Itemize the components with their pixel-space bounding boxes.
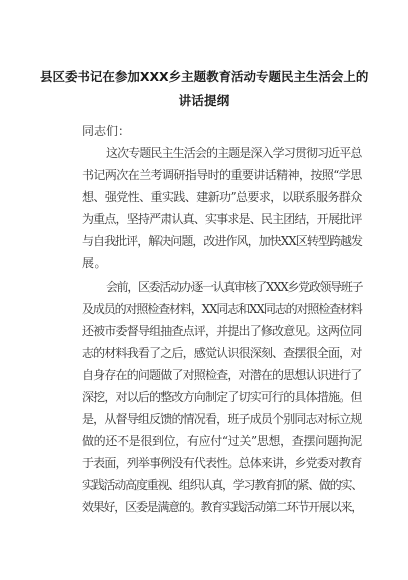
paragraph-2-line: 效果好，区委是满意的。教育实践活动第二环节开展以来，	[82, 500, 363, 514]
salutation: 同志们：	[82, 124, 131, 138]
paragraph-2-line: 及成员的对照检查材料，XX同志和XX同志的对照检查材料	[82, 302, 362, 316]
paragraph-2-line: 做的还不是很到位，有应付“过关”思想，查摆问题拘泥	[82, 434, 362, 448]
paragraph-2-line: 实践活动高度重视、组织认真，学习教育抓的紧、做的实、	[82, 478, 363, 492]
paragraph-2-line: 于表面，列举事例没有代表性。总体来讲，乡党委对教育	[82, 456, 362, 470]
paragraph-1-line: 想、强党性、重实践、建新功”总要求，以联系服务群众	[82, 190, 362, 204]
document-title-line-1: 县区委书记在参加XXX乡主题教育活动专题民主生活会上的	[40, 69, 369, 84]
paragraph-2-line: 深挖，对以后的整改方向制定了切实可行的具体措施。但	[82, 390, 362, 404]
paragraph-1-line: 书记两次在兰考调研指导时的重要讲话精神，按照“学思	[82, 168, 362, 182]
paragraph-1-line: 与自我批评，解决问题，改进作风，加快XX区转型跨越发	[82, 234, 363, 248]
paragraph-2-line: 还被市委督导组抽查点评，并提出了修改意见。这两位同	[82, 324, 362, 338]
paragraph-2-line: 是，从督导组反馈的情况看，班子成员个别同志对标立规	[82, 412, 362, 426]
paragraph-1-line: 这次专题民主生活会的主题是深入学习贯彻习近平总	[106, 146, 362, 160]
paragraph-2-line: 志的材料我看了之后，感觉认识很深刻、查摆很全面，对	[82, 346, 362, 360]
paragraph-1-line: 为重点，坚持严肃认真、实事求是、民主团结，开展批评	[82, 212, 362, 226]
paragraph-2-line: 自身存在的问题做了对照检查，对潜在的思想认识进行了	[82, 368, 362, 382]
paragraph-1-line: 展。	[82, 256, 108, 270]
document-title-line-2: 讲话提纲	[178, 93, 230, 108]
paragraph-2-line: 会前，区委活动办逐一认真审核了XXX乡党政领导班子	[106, 280, 363, 294]
